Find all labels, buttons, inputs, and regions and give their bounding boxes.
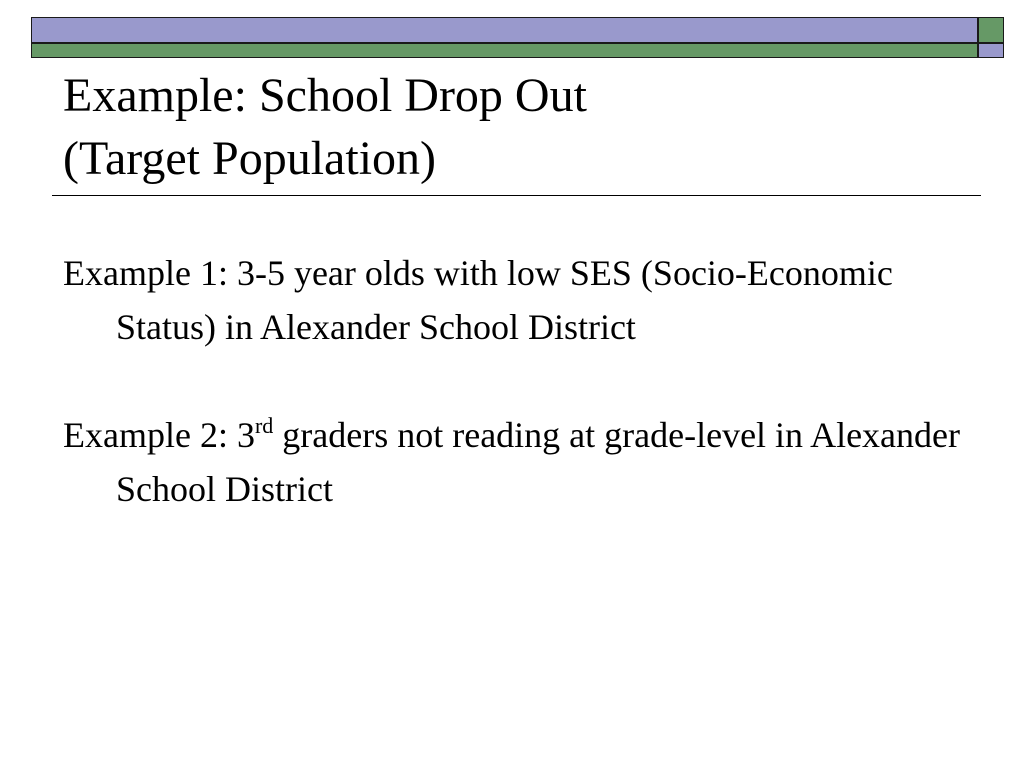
header-square-blue: [978, 43, 1004, 58]
header-square-green: [978, 17, 1004, 43]
header-bar-green: [31, 43, 978, 58]
slide-body: [63, 246, 983, 570]
slide-title: [63, 64, 963, 190]
example-2-prefix: Example 2: 3: [63, 415, 255, 455]
title-line-2: (Target Population): [63, 132, 437, 185]
header-bar-blue: [31, 17, 978, 43]
title-line-1: Example: School Drop Out: [63, 69, 587, 122]
example-2-text: [63, 408, 983, 516]
title-divider: [52, 195, 981, 196]
example-2-superscript: rd: [254, 413, 274, 438]
example-2-suffix: graders not reading at grade-level in Alexander School District: [116, 415, 960, 509]
example-1-text: Example 1: 3-5 year olds with low SES (Socio-Economic Status) in Alexander School District: [63, 253, 893, 347]
